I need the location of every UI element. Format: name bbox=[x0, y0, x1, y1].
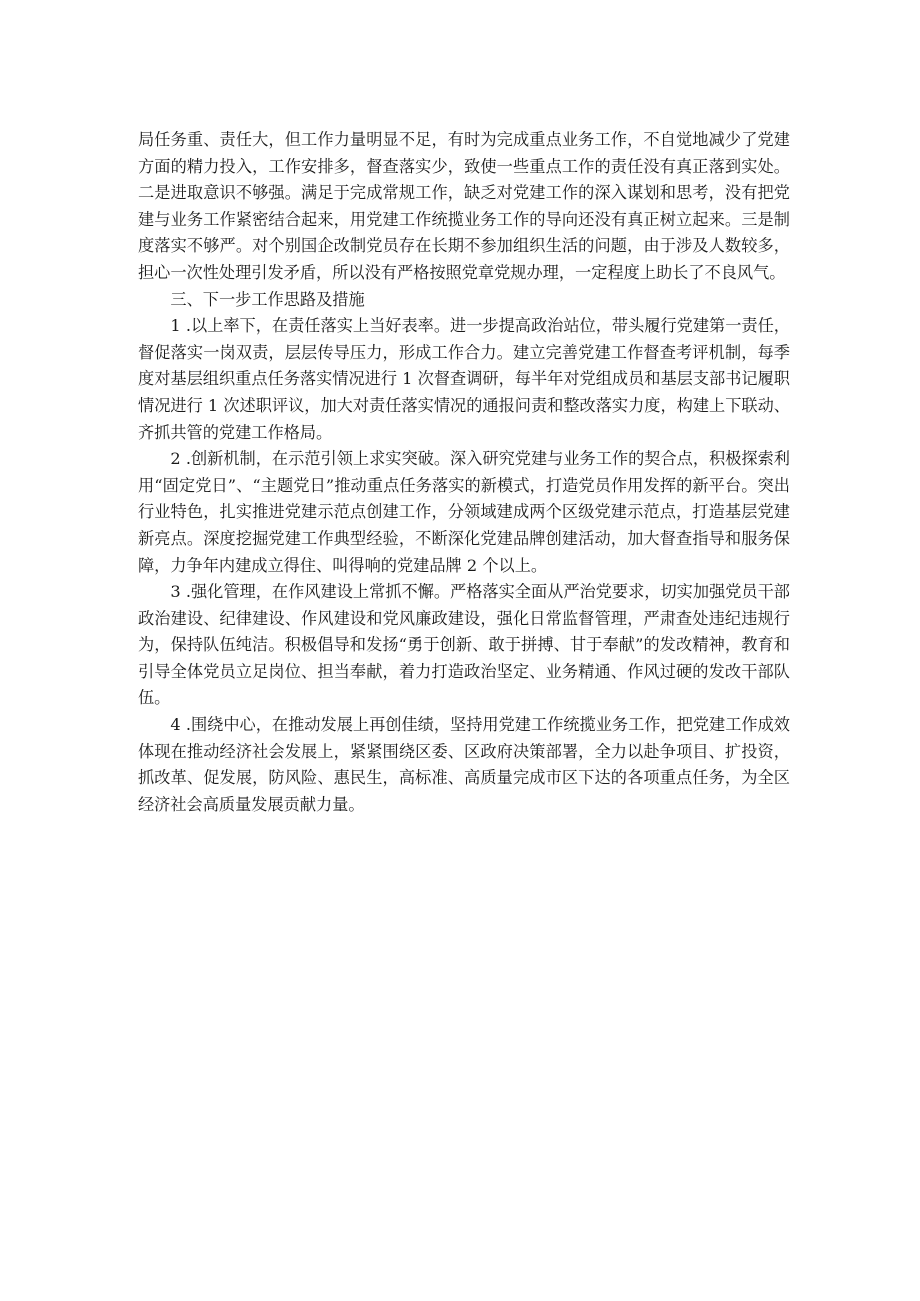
list-item-2: 2 .创新机制，在示范引领上求实突破。深入研究党建与业务工作的契合点，积极探索利用“固定党日”、“主题党日”推动重点任务落实的新模式，打造党员作用发挥的新平台。突出行业特色，扎实推进党建示范点创建工作，分领域建成两个区级党建示范点，打造基层党建新亮点。深度挖掘党建工作典型经验，不断深化党建品牌创建活动，加大督查指导和服务保障，力争年内建成立得住、叫得响的党建品牌 2 个以上。 bbox=[138, 449, 790, 575]
document-body bbox=[138, 127, 790, 818]
list-item-3: 3 .强化管理，在作风建设上常抓不懈。严格落实全面从严治党要求，切实加强党员干部政治建设、纪律建设、作风建设和党风廉政建设，强化日常监督管理，严肃查处违纪违规行为，保持队伍纯洁。积极倡导和发扬“勇于创新、敢于拼搏、甘于奉献”的发改精神，教育和引导全体党员立足岗位、担当奉献，着力打造政治坚定、业务精通、作风过硬的发改干部队伍。 bbox=[138, 582, 790, 708]
paragraph-continuation: 局任务重、责任大，但工作力量明显不足，有时为完成重点业务工作，不自觉地减少了党建方面的精力投入，工作安排多，督查落实少，致使一些重点工作的责任没有真正落到实处。二是进取意识不够强。满足于完成常规工作，缺乏对党建工作的深入谋划和思考，没有把党建与业务工作紧密结合起来，用党建工作统揽业务工作的导向还没有真正树立起来。三是制度落实不够严。对个别国企改制党员存在长期不参加组织生活的问题，由于涉及人数较多，担心一次性处理引发矛盾，所以没有严格按照党章党规办理，一定程度上助长了不良风气。 bbox=[138, 130, 790, 282]
list-item-4: 4 .围绕中心，在推动发展上再创佳绩，坚持用党建工作统揽业务工作，把党建工作成效体现在推动经济社会发展上，紧紧围绕区委、区政府决策部署，全力以赴争项目、扩投资，抓改革、促发展，防风险、惠民生，高标准、高质量完成市区下达的各项重点任务，为全区经济社会高质量发展贡献力量。 bbox=[138, 715, 790, 814]
section-heading: 三、下一步工作思路及措施 bbox=[170, 289, 365, 309]
list-item-1: 1 .以上率下，在责任落实上当好表率。进一步提高政治站位，带头履行党建第一责任，督促落实一岗双责，层层传导压力，形成工作合力。建立完善党建工作督查考评机制，每季度对基层组织重点任务落实情况进行 1 次督查调研，每半年对党组成员和基层支部书记履职情况进行 1 次述职评议，加大对责任落实情况的通报问责和整改落实力度，构建上下联动、齐抓共管的党建工作格局。 bbox=[138, 316, 790, 442]
